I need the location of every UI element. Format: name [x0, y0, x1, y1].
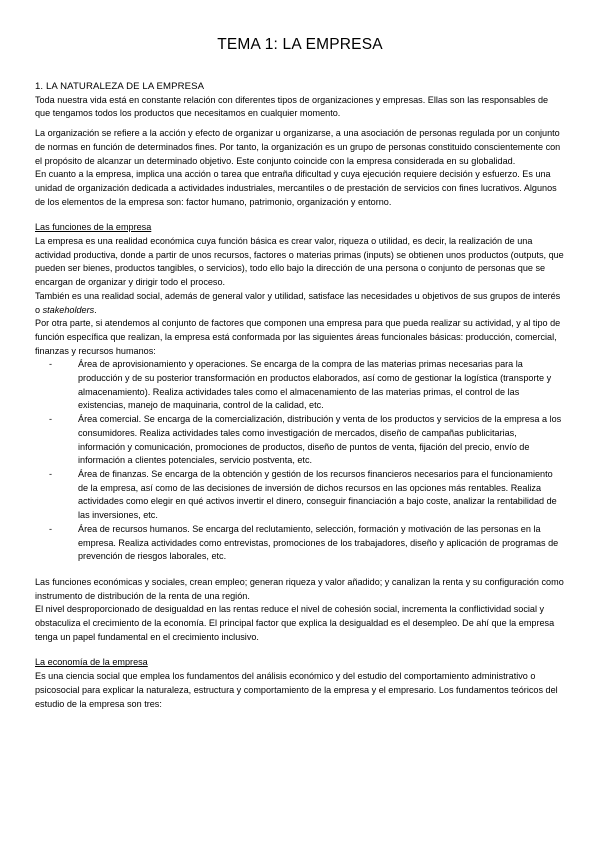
paragraph-text: También es una realidad social, además de general valor y utilidad, satisface las necesidades u objetivos de sus grupos de interés o: [35, 290, 561, 315]
page-title: TEMA 1: LA EMPRESA: [217, 36, 383, 53]
bullet-marker: -: [49, 414, 53, 425]
list-item-text: Área comercial. Se encarga de la comercialización, distribución y venta de los productos y servicios de la empresa a los consumidores. Realiza actividades tales como investigación de mercados, diseño de campañas publicitarias, información y comunicación, promociones de productos, diseño de puntos de venta, fijación del precio, envío de información a clientes potenciales, servicio postventa, etc.: [78, 414, 562, 466]
paragraph: Las funciones económicas y sociales, crean empleo; generan riqueza y valor añadido; y canalizan la renta y su configuración como instrumento de distribución de la renta de una región.: [35, 576, 564, 601]
document-body: [35, 80, 565, 711]
section-heading-funciones: Las funciones de la empresa: [35, 222, 152, 233]
paragraph-text-end: .: [94, 304, 97, 315]
paragraph: La organización se refiere a la acción y efecto de organizar u organizarse, a una asociación de personas regulada por un conjunto de normas en función de determinados fines. Por tanto, la organización es un grupo de personas constituido conscientemente con el propósito de alcanzar un determinado objetivo. Este conjunto coincide con la empresa considerada en su globalidad.: [35, 128, 561, 166]
stakeholders-term: stakeholders: [42, 304, 95, 315]
paragraph: Toda nuestra vida está en constante relación con diferentes tipos de organizaciones y empresas. Ellas son las responsables de que tengamos todos los productos que necesitamos en cualquier momento.: [35, 94, 549, 119]
section-heading-economia: La economía de la empresa: [35, 657, 148, 668]
list-item-text: Área de aprovisionamiento y operaciones. Se encarga de la compra de las materias primas necesarias para la producción y de su posterior transformación en productos elaborados, así como de gestionar la logística (transporte y almacenamiento). Realiza actividades tales como el almacenamiento de las materias primas, el control de las existencias, manejo de maquinaria, control de la calidad, etc.: [78, 359, 552, 411]
list-item-text: Área de recursos humanos. Se encarga del reclutamiento, selección, formación y motivación de las personas en la empresa. Realiza actividades como entrevistas, promociones de los trabajadores, diseño y aplicación de programas de prevención de riesgos laborales, etc.: [78, 523, 559, 562]
list-item: [35, 468, 565, 523]
bullet-marker: -: [49, 523, 53, 534]
functional-areas-list: [35, 358, 565, 564]
paragraph: Es una ciencia social que emplea los fundamentos del análisis económico y del estudio del comportamiento administrativo o psicosocial para explicar la naturaleza, estructura y comportamiento de la empresa y el empresario. Los fundamentos teóricos del estudio de la empresa son tres:: [35, 671, 558, 709]
bullet-marker: -: [49, 468, 53, 479]
paragraph: La empresa es una realidad económica cuya función básica es crear valor, riqueza o utilidad, es decir, la realización de una actividad productiva, donde a partir de unos recursos, factores o materias primas (inputs) se obtienen unos productos (outputs, que pueden ser bienes, productos tangibles, o servicios), todo ello bajo la dirección de una persona o conjunto de personas que se encargan de organizar y dirigir todo el proceso.: [35, 236, 564, 288]
paragraph: El nivel desproporcionado de desigualdad en las rentas reduce el nivel de cohesión social, incrementa la conflictividad social y obstaculiza el crecimiento de la economía. El principal factor que explica la desigualdad es el desempleo. De ahí que la empresa tenga un papel fundamental en el crecimiento inclusivo.: [35, 604, 555, 642]
list-item: [35, 523, 565, 564]
list-item: [35, 358, 565, 413]
list-item: [35, 413, 565, 468]
paragraph: [35, 290, 565, 317]
list-item-text: Área de finanzas. Se encarga de la obtención y gestión de los recursos financieros necesarios para el funcionamiento de la empresa, así como de las decisiones de inversión de dichos recursos en las opciones más rentables. Realiza actividades como elegir en qué activos invertir el dinero, conseguir financiación a bajo coste, analizar la rentabilidad de las inversiones, etc.: [78, 468, 557, 521]
bullet-marker: -: [49, 359, 53, 370]
paragraph: Por otra parte, si atendemos al conjunto de factores que componen una empresa para que pueda realizar su actividad, y al tipo de función específica que realizan, la empresa está conformada por las siguientes áreas funcionales básicas: producción, comercial, finanzas y recursos humanos:: [35, 318, 561, 356]
paragraph: En cuanto a la empresa, implica una acción o tarea que entraña dificultad y cuya ejecución requiere decisión y esfuerzo. Es una unidad de organización dedicada a actividades industriales, mercantiles o de prestación de servicios con fines lucrativos. Algunos de los elementos de la empresa son: factor humano, patrimonio, organización y entorno.: [35, 169, 557, 207]
section-heading-naturaleza: 1. LA NATURALEZA DE LA EMPRESA: [35, 81, 205, 92]
